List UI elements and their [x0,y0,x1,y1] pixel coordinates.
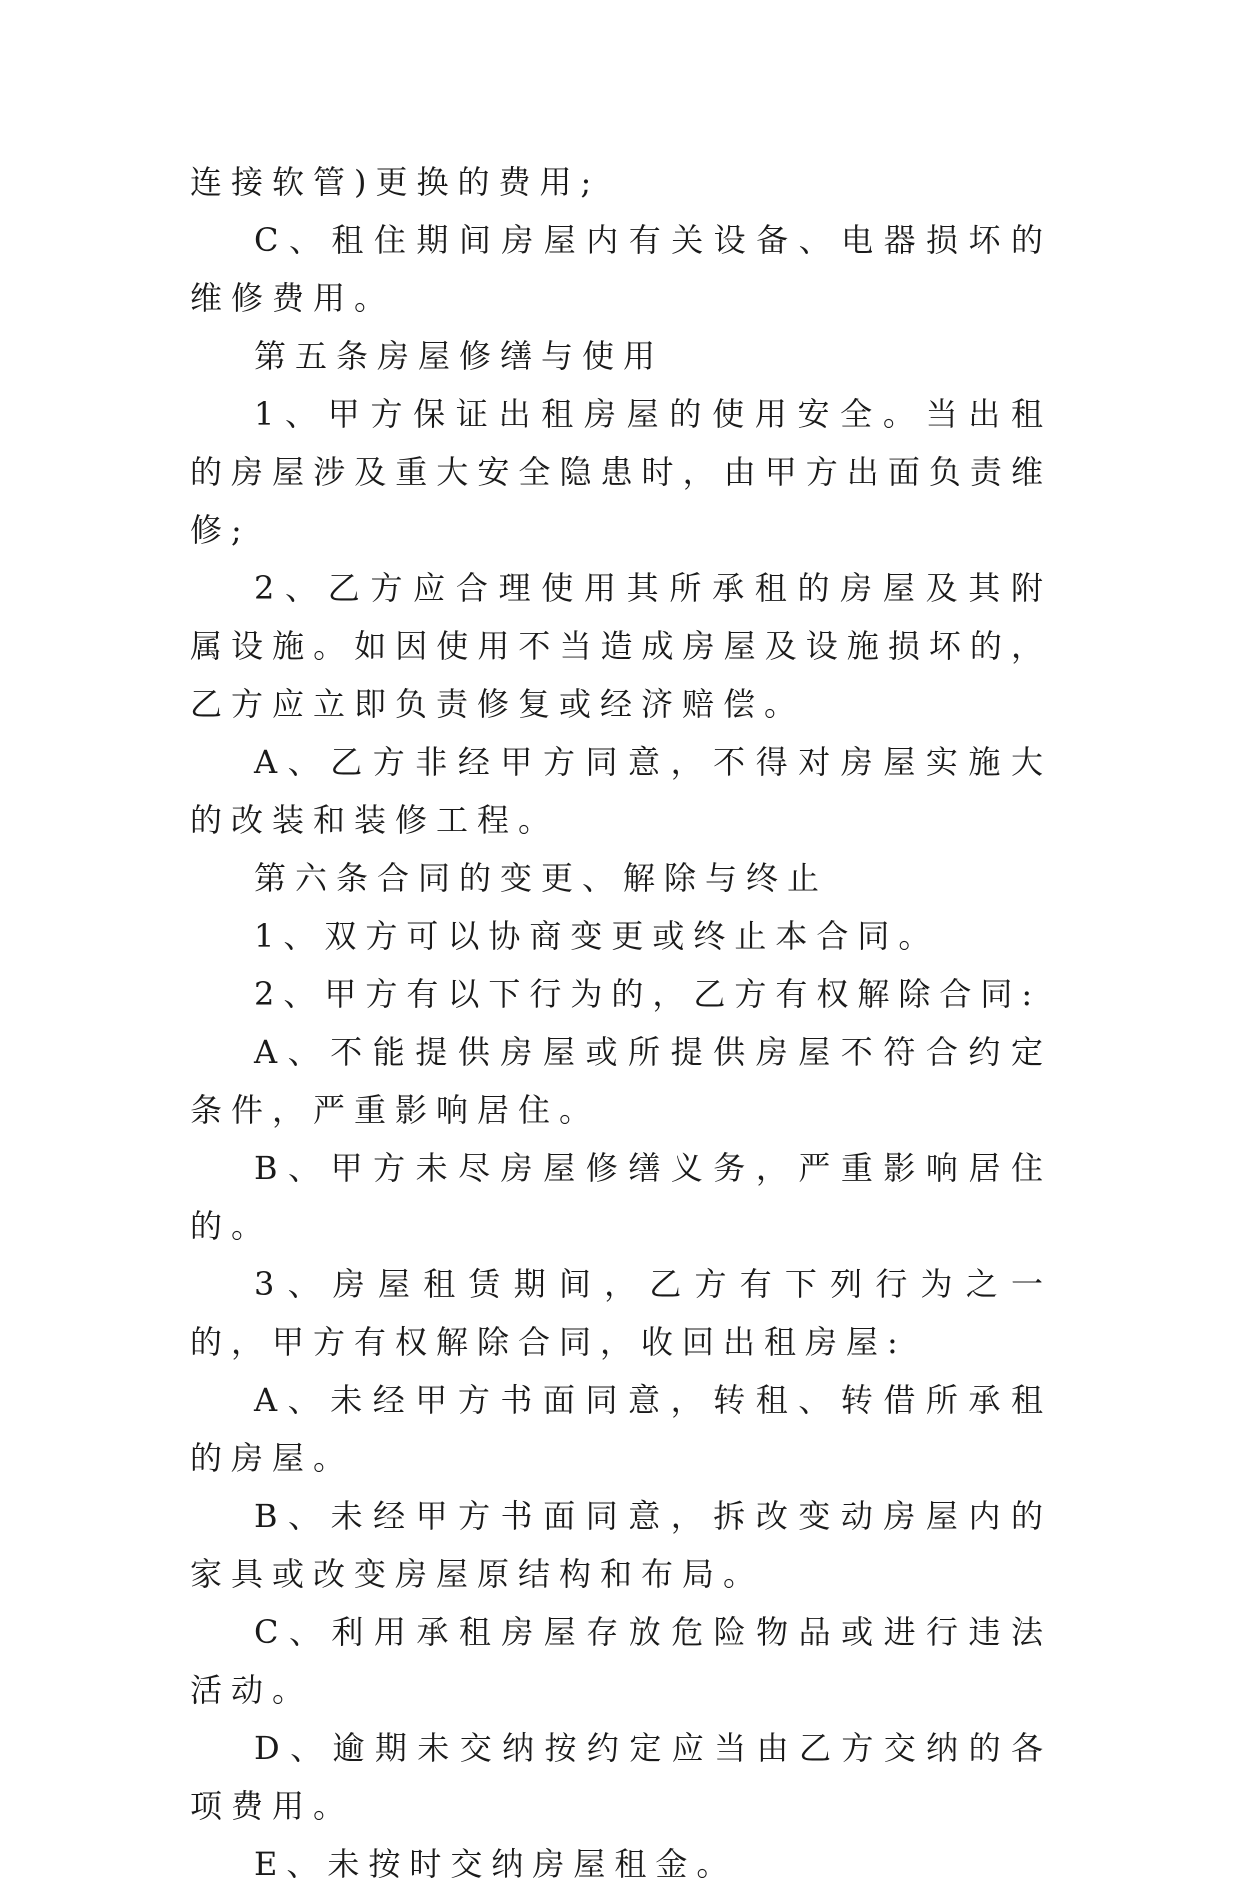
document-body [190,153,1052,1893]
paragraph-item-c-illegal-use: C、利用承租房屋存放危险物品或进行违法活动。 [190,1613,1052,1709]
paragraph-item-3-party-b-breach: 3、房屋租赁期间，乙方有下列行为之一的，甲方有权解除合同，收回出租房屋: [190,1265,1052,1361]
paragraph-item-a-sublet: A、未经甲方书面同意，转租、转借所承租的房屋。 [190,1381,1052,1477]
paragraph-item-b-alteration: B、未经甲方书面同意，拆改变动房屋内的家具或改变房屋原结构和布局。 [190,1497,1052,1593]
section-heading-article-5: 第五条房屋修缮与使用 [254,337,665,375]
paragraph-item-c-repair-costs: C、租住期间房屋内有关设备、电器损坏的维修费用。 [190,221,1052,317]
section-heading-article-6: 第六条合同的变更、解除与终止 [254,859,829,897]
paragraph-item-b-no-maintenance: B、甲方未尽房屋修缮义务，严重影响居住的。 [190,1149,1052,1245]
paragraph-item-1-mutual-change: 1、双方可以协商变更或终止本合同。 [254,917,940,955]
paragraph-item-2-proper-use: 2、乙方应合理使用其所承租的房屋及其附属设施。如因使用不当造成房屋及设施损坏的，乙方应立即负责修复或经济赔偿。 [190,569,1052,723]
paragraph-item-e-late-rent: E、未按时交纳房屋租金。 [254,1845,738,1883]
paragraph-continuation: 连接软管)更换的费用; [190,163,601,201]
paragraph-item-2-party-a-breach: 2、甲方有以下行为的，乙方有权解除合同: [254,975,1042,1013]
paragraph-item-a-unfit-house: A、不能提供房屋或所提供房屋不符合约定条件，严重影响居住。 [190,1033,1052,1129]
paragraph-item-a-no-renovation: A、乙方非经甲方同意，不得对房屋实施大的改装和装修工程。 [190,743,1052,839]
paragraph-item-d-overdue-fees: D、逾期未交纳按约定应当由乙方交纳的各项费用。 [190,1729,1052,1825]
paragraph-item-1-safety: 1、甲方保证出租房屋的使用安全。当出租的房屋涉及重大安全隐患时，由甲方出面负责维修; [190,395,1052,549]
